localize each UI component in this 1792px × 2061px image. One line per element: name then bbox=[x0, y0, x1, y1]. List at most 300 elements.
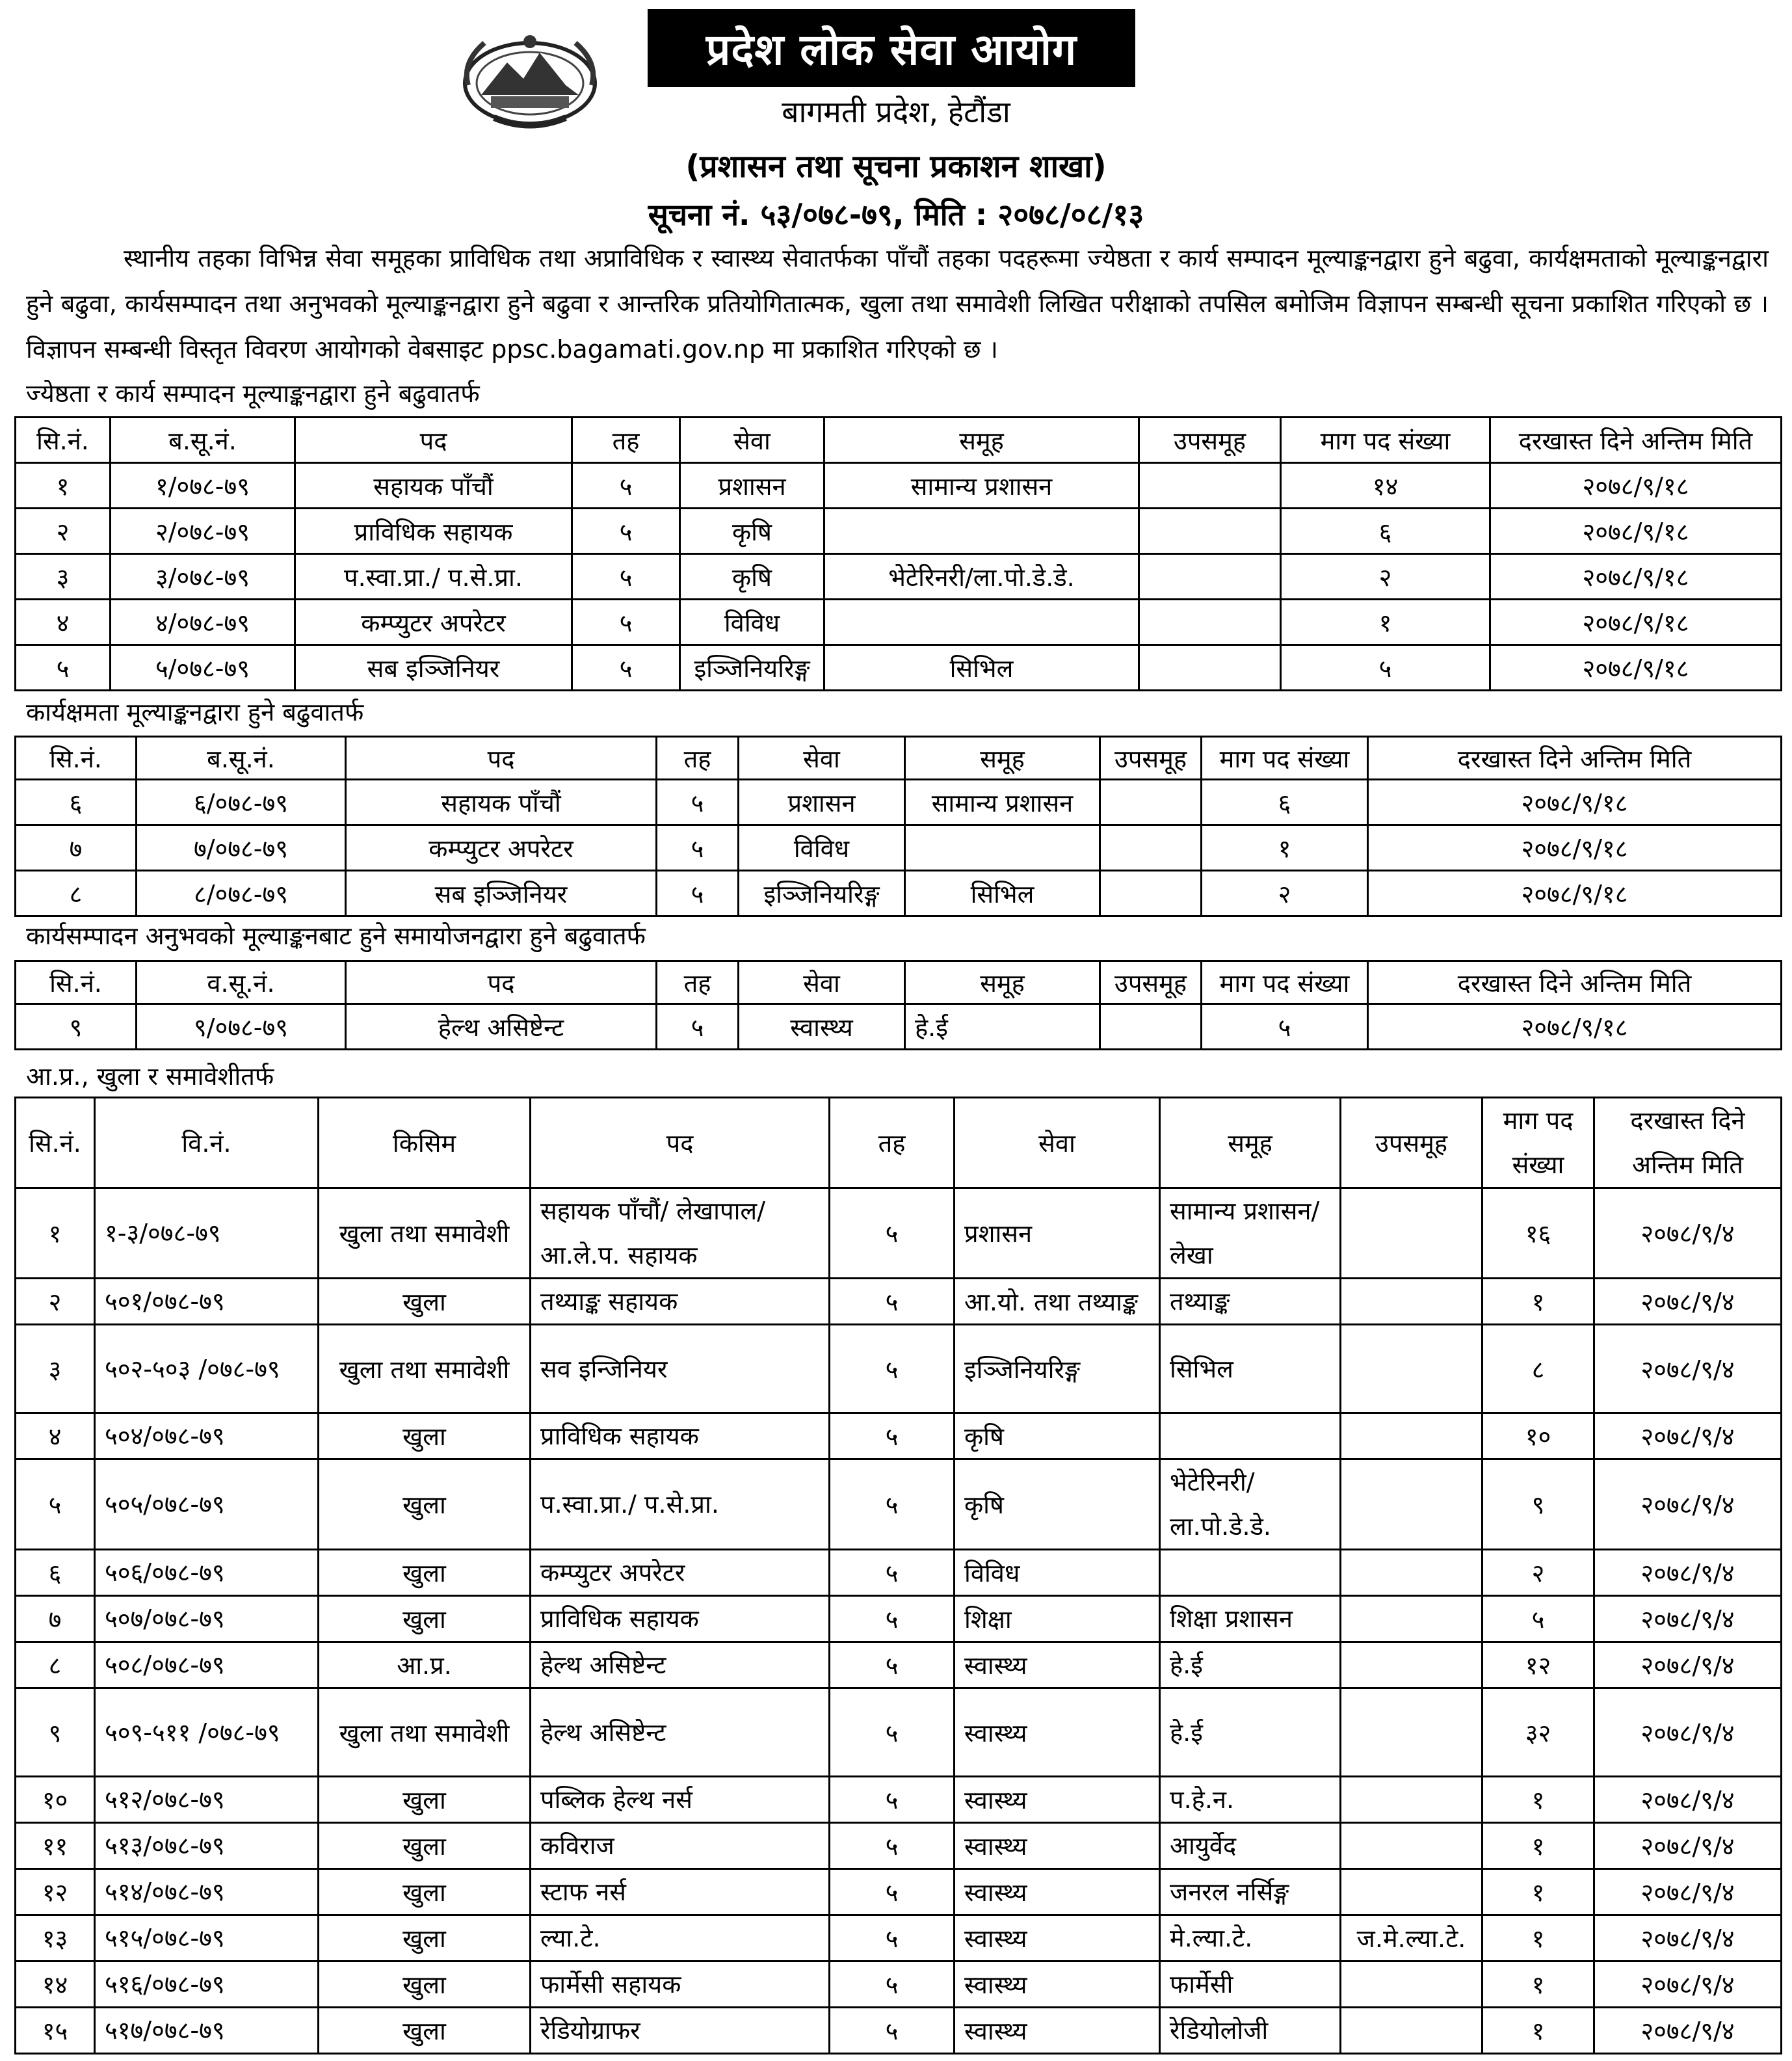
section3-heading: कार्यसम्पादन अनुभवको मूल्याङ्कनबाट हुने समायोजनद्वारा हुने बढुवातर्फ bbox=[26, 922, 646, 950]
table-cell: आ.यो. तथा तथ्याङ्क bbox=[955, 1279, 1160, 1325]
table-cell: ८ bbox=[16, 1642, 95, 1688]
table-cell bbox=[1160, 1550, 1341, 1596]
table-cell: इञ्जिनियरिङ्ग bbox=[739, 871, 905, 916]
table-row bbox=[16, 600, 1782, 645]
table-cell: प्रशासन bbox=[955, 1188, 1160, 1279]
table-cell: सव इन्जिनियर bbox=[531, 1325, 830, 1413]
table-cell: ५ bbox=[830, 1596, 955, 1642]
table-cell: प.स्वा.प्रा./ प.से.प्रा. bbox=[531, 1459, 830, 1550]
office-location: बागमती प्रदेश, हेटौंडा bbox=[782, 94, 1010, 129]
table-cell bbox=[1139, 463, 1281, 509]
table-cell: ११ bbox=[16, 1823, 95, 1869]
table-cell: २०७८/९/४ bbox=[1594, 1823, 1782, 1869]
column-header: पद bbox=[346, 961, 657, 1004]
table-cell: ७/०७८-७९ bbox=[137, 825, 346, 871]
table-cell: ५ bbox=[830, 1961, 955, 2008]
table-cell: फार्मेसी bbox=[1160, 1961, 1341, 2008]
table-cell: खुला bbox=[319, 1869, 531, 1915]
table-cell: २०७८/९/१८ bbox=[1490, 554, 1782, 600]
table-cell: प्राविधिक सहायक bbox=[531, 1596, 830, 1642]
table-cell: ५ bbox=[830, 1459, 955, 1550]
table-cell: सिभिल bbox=[824, 645, 1139, 691]
table-cell: प्राविधिक सहायक bbox=[295, 509, 572, 554]
table-cell: खुला bbox=[319, 1915, 531, 1961]
table-cell: आयुर्वेद bbox=[1160, 1823, 1341, 1869]
table-cell: सहायक पाँचौं/ लेखापाल/ आ.ले.प. सहायक bbox=[531, 1188, 830, 1279]
table-row bbox=[16, 1688, 1782, 1777]
performance-promotion-table bbox=[14, 960, 1782, 1050]
table-cell: खुला तथा समावेशी bbox=[319, 1325, 531, 1413]
table-cell: कृषि bbox=[955, 1459, 1160, 1550]
intro-text: स्थानीय तहका विभिन्न सेवा समूहका प्राविधिक तथा अप्राविधिक र स्वास्थ्य सेवातर्फका पाँचौं तहका पदहरूमा ज्येष्ठता र कार्य सम्पादन मूल्याङ्कनद्वारा हुने बढुवा, कार्यक्षमताको मूल्याङ्कनद्वारा हुने बढुवा, कार्यसम्पादन तथा अनुभवको मूल्याङ्कनद्वारा हुने बढुवा र आन्तरिक प्रतियोगितात्मक, खुला तथा समावेशी लिखित परीक्षाको तपसिल बमोजिम विज्ञापन सम्बन्धी सूचना प्रकाशित गरिएको छ । विज्ञापन सम्बन्धी विस्तृत विवरण आयोगको वेबसाइट ppsc.bagamati.gov.np मा प्रकाशित गरिएको छ । bbox=[26, 244, 1769, 364]
table-cell: १/०७८-७९ bbox=[111, 463, 295, 509]
table-cell: २०७८/९/४ bbox=[1594, 2008, 1782, 2054]
table-cell bbox=[1341, 1961, 1482, 2008]
table-cell: २०७८/९/४ bbox=[1594, 1642, 1782, 1688]
table-cell: ५ bbox=[830, 1777, 955, 1823]
table-row bbox=[16, 1915, 1782, 1961]
table-row bbox=[16, 1325, 1782, 1413]
table-cell bbox=[1341, 1459, 1482, 1550]
table-cell: २०७८/९/४ bbox=[1594, 1459, 1782, 1550]
column-header: पद bbox=[531, 1098, 830, 1188]
table-cell: कम्प्युटर अपरेटर bbox=[531, 1550, 830, 1596]
table-cell bbox=[1341, 1823, 1482, 1869]
table-cell: ५/०७८-७९ bbox=[111, 645, 295, 691]
table-cell: २ bbox=[1281, 554, 1490, 600]
column-header: पद bbox=[295, 418, 572, 463]
table-cell: २०७८/९/४ bbox=[1594, 1961, 1782, 2008]
table-cell: २०७८/९/१८ bbox=[1490, 463, 1782, 509]
table-cell: ५०४/०७८-७९ bbox=[95, 1413, 319, 1459]
table-header-row bbox=[16, 1098, 1782, 1188]
table-cell: ६ bbox=[1281, 509, 1490, 554]
column-header: उपसमूह bbox=[1100, 961, 1202, 1004]
table-cell: ५ bbox=[572, 509, 680, 554]
table-cell: खुला bbox=[319, 1961, 531, 2008]
table-row bbox=[16, 1823, 1782, 1869]
table-cell: २०७८/९/१८ bbox=[1490, 645, 1782, 691]
table-cell: ८/०७८-७९ bbox=[137, 871, 346, 916]
table-cell: ५०९-५११ /०७८-७९ bbox=[95, 1688, 319, 1777]
table-cell: हेल्थ असिष्टेन्ट bbox=[531, 1688, 830, 1777]
table-cell bbox=[1139, 645, 1281, 691]
table-cell: ५०१/०७८-७९ bbox=[95, 1279, 319, 1325]
table-cell: २०७८/९/४ bbox=[1594, 1550, 1782, 1596]
table-cell: पब्लिक हेल्थ नर्स bbox=[531, 1777, 830, 1823]
table-cell: ५ bbox=[657, 780, 739, 825]
table-cell: हे.ई bbox=[905, 1004, 1100, 1050]
table-cell: तथ्याङ्क सहायक bbox=[531, 1279, 830, 1325]
table-cell: ५ bbox=[16, 645, 111, 691]
column-header: माग पद संख्या bbox=[1482, 1098, 1594, 1188]
table-row bbox=[16, 1188, 1782, 1279]
column-header: सि.नं. bbox=[16, 737, 137, 780]
table-cell: २०७८/९/१८ bbox=[1490, 509, 1782, 554]
table-cell: ५०२-५०३ /०७८-७९ bbox=[95, 1325, 319, 1413]
table-cell: १ bbox=[1202, 825, 1368, 871]
table-cell: ५ bbox=[830, 1325, 955, 1413]
table-cell bbox=[1341, 1325, 1482, 1413]
table-cell: ६ bbox=[16, 1550, 95, 1596]
table-row bbox=[16, 871, 1782, 916]
column-header: समूह bbox=[1160, 1098, 1341, 1188]
table-row bbox=[16, 1777, 1782, 1823]
table-cell: ७ bbox=[16, 825, 137, 871]
table-cell: ३ bbox=[16, 1325, 95, 1413]
table-cell: विविध bbox=[739, 825, 905, 871]
column-header: सेवा bbox=[955, 1098, 1160, 1188]
table-row bbox=[16, 645, 1782, 691]
table-cell: २०७८/९/४ bbox=[1594, 1777, 1782, 1823]
table-cell: ५ bbox=[572, 554, 680, 600]
table-cell: कृषि bbox=[680, 509, 824, 554]
column-header: सि.नं. bbox=[16, 961, 137, 1004]
table-cell bbox=[1100, 825, 1202, 871]
table-cell: प्रशासन bbox=[739, 780, 905, 825]
table-cell bbox=[1139, 600, 1281, 645]
table-cell: ६ bbox=[1202, 780, 1368, 825]
table-cell: प.हे.न. bbox=[1160, 1777, 1341, 1823]
table-cell: ५०६/०७८-७९ bbox=[95, 1550, 319, 1596]
table-row bbox=[16, 1550, 1782, 1596]
table-cell: २०७८/९/१८ bbox=[1368, 871, 1782, 916]
table-cell: मे.ल्या.टे. bbox=[1160, 1915, 1341, 1961]
table-cell: विविध bbox=[955, 1550, 1160, 1596]
table-cell: खुला तथा समावेशी bbox=[319, 1688, 531, 1777]
table-cell: ९/०७८-७९ bbox=[137, 1004, 346, 1050]
column-header: उपसमूह bbox=[1100, 737, 1202, 780]
table-cell: ४ bbox=[16, 600, 111, 645]
table-cell: भेटेरिनरी/ ला.पो.डे.डे. bbox=[1160, 1459, 1341, 1550]
table-cell: ५ bbox=[1281, 645, 1490, 691]
column-header: तह bbox=[572, 418, 680, 463]
column-header: माग पद संख्या bbox=[1202, 737, 1368, 780]
table-cell: सहायक पाँचौं bbox=[295, 463, 572, 509]
column-header: दरखास्त दिने अन्तिम मिति bbox=[1368, 961, 1782, 1004]
table-row bbox=[16, 780, 1782, 825]
table-cell: १२ bbox=[1482, 1642, 1594, 1688]
table-cell: विविध bbox=[680, 600, 824, 645]
column-header: सेवा bbox=[739, 961, 905, 1004]
table-cell: स्वास्थ्य bbox=[955, 1777, 1160, 1823]
table-cell: १४ bbox=[16, 1961, 95, 2008]
table-cell: १६ bbox=[1482, 1188, 1594, 1279]
table-cell: ५१६/०७८-७९ bbox=[95, 1961, 319, 2008]
table-cell: १ bbox=[1482, 2008, 1594, 2054]
table-cell: २०७८/९/४ bbox=[1594, 1279, 1782, 1325]
table-row bbox=[16, 554, 1782, 600]
table-cell: ५ bbox=[572, 645, 680, 691]
table-cell: सामान्य प्रशासन bbox=[824, 463, 1139, 509]
table-cell: १ bbox=[1482, 1279, 1594, 1325]
table-cell: ५ bbox=[657, 825, 739, 871]
table-cell: ५ bbox=[657, 1004, 739, 1050]
table-cell bbox=[1139, 509, 1281, 554]
column-header: किसिम bbox=[319, 1098, 531, 1188]
table-cell: कविराज bbox=[531, 1823, 830, 1869]
table-cell: २/०७८-७९ bbox=[111, 509, 295, 554]
table-cell: ५ bbox=[830, 1188, 955, 1279]
table-cell bbox=[1341, 1279, 1482, 1325]
column-header: माग पद संख्या bbox=[1281, 418, 1490, 463]
section4-heading: आ.प्र., खुला र समावेशीतर्फ bbox=[26, 1062, 274, 1091]
table-row bbox=[16, 1596, 1782, 1642]
column-header: सि.नं. bbox=[16, 1098, 95, 1188]
table-cell: ५१४/०७८-७९ bbox=[95, 1869, 319, 1915]
column-header: ब.सू.नं. bbox=[111, 418, 295, 463]
column-header: उपसमूह bbox=[1139, 418, 1281, 463]
table-cell: ६ bbox=[16, 780, 137, 825]
table-cell: ५ bbox=[830, 1642, 955, 1688]
table-cell: ५ bbox=[1482, 1596, 1594, 1642]
table-cell: ५ bbox=[830, 1869, 955, 1915]
table-cell: ३२ bbox=[1482, 1688, 1594, 1777]
table-cell: रेडियोलोजी bbox=[1160, 2008, 1341, 2054]
table-cell: ५१२/०७८-७९ bbox=[95, 1777, 319, 1823]
table-cell bbox=[824, 600, 1139, 645]
table-cell: १ bbox=[1482, 1915, 1594, 1961]
table-cell: १२ bbox=[16, 1869, 95, 1915]
table-cell: ५१७/०७८-७९ bbox=[95, 2008, 319, 2054]
column-header: तह bbox=[657, 961, 739, 1004]
table-cell: २ bbox=[1482, 1550, 1594, 1596]
table-cell: शिक्षा प्रशासन bbox=[1160, 1596, 1341, 1642]
table-cell: खुला bbox=[319, 1279, 531, 1325]
table-header-row bbox=[16, 418, 1782, 463]
notice-number: सूचना नं. ५३/०७८-७९, मिति : २०७८/०८/१३ bbox=[648, 197, 1144, 232]
column-header: सेवा bbox=[680, 418, 824, 463]
table-cell: २०७८/९/१८ bbox=[1368, 825, 1782, 871]
table-cell: १० bbox=[1482, 1413, 1594, 1459]
table-cell: इञ्जिनियरिङ्ग bbox=[680, 645, 824, 691]
column-header: वि.नं. bbox=[95, 1098, 319, 1188]
table-row bbox=[16, 825, 1782, 871]
table-cell: स्टाफ नर्स bbox=[531, 1869, 830, 1915]
table-cell bbox=[1341, 1688, 1482, 1777]
table-cell: खुला bbox=[319, 1596, 531, 1642]
table-cell: सामान्य प्रशासन bbox=[905, 780, 1100, 825]
column-header: उपसमूह bbox=[1341, 1098, 1482, 1188]
table-cell: ५ bbox=[657, 871, 739, 916]
table-cell: ३/०७८-७९ bbox=[111, 554, 295, 600]
efficiency-promotion-table bbox=[14, 736, 1782, 917]
table-cell: १ bbox=[1482, 1961, 1594, 2008]
table-cell: १ bbox=[1281, 600, 1490, 645]
table-cell: ९ bbox=[16, 1004, 137, 1050]
table-cell: २०७८/९/१८ bbox=[1368, 780, 1782, 825]
table-row bbox=[16, 1961, 1782, 2008]
table-cell: ५ bbox=[830, 1550, 955, 1596]
table-cell: स्वास्थ्य bbox=[955, 1688, 1160, 1777]
table-cell: ५०८/०७८-७९ bbox=[95, 1642, 319, 1688]
table-cell: ९ bbox=[16, 1688, 95, 1777]
table-cell: भेटेरिनरी/ला.पो.डे.डे. bbox=[824, 554, 1139, 600]
table-cell: कृषि bbox=[680, 554, 824, 600]
table-cell: २०७८/९/४ bbox=[1594, 1915, 1782, 1961]
table-cell: तथ्याङ्क bbox=[1160, 1279, 1341, 1325]
table-cell: ५ bbox=[1202, 1004, 1368, 1050]
table-cell: ५ bbox=[830, 1279, 955, 1325]
table-cell: सहायक पाँचौं bbox=[346, 780, 657, 825]
table-cell: रेडियोग्राफर bbox=[531, 2008, 830, 2054]
commission-title: प्रदेश लोक सेवा आयोग bbox=[648, 9, 1135, 87]
table-cell: १० bbox=[16, 1777, 95, 1823]
table-cell: १३ bbox=[16, 1915, 95, 1961]
table-header-row bbox=[16, 737, 1782, 780]
table-row bbox=[16, 1004, 1782, 1050]
table-cell: सब इञ्जिनियर bbox=[346, 871, 657, 916]
table-cell: ५ bbox=[572, 463, 680, 509]
table-cell bbox=[1341, 1869, 1482, 1915]
table-cell: ज.मे.ल्या.टे. bbox=[1341, 1915, 1482, 1961]
table-cell: २०७८/९/१८ bbox=[1490, 600, 1782, 645]
table-cell: ८ bbox=[1482, 1325, 1594, 1413]
table-cell: सामान्य प्रशासन/लेखा bbox=[1160, 1188, 1341, 1279]
table-cell: खुला bbox=[319, 1823, 531, 1869]
table-cell: ५ bbox=[16, 1459, 95, 1550]
table-cell: आ.प्र. bbox=[319, 1642, 531, 1688]
column-header: सेवा bbox=[739, 737, 905, 780]
table-row bbox=[16, 1279, 1782, 1325]
open-inclusive-table bbox=[14, 1097, 1782, 2054]
table-cell bbox=[1341, 1777, 1482, 1823]
table-cell: ५ bbox=[830, 1413, 955, 1459]
table-cell: १ bbox=[16, 1188, 95, 1279]
table-cell: १ bbox=[1482, 1777, 1594, 1823]
branch-name: (प्रशासन तथा सूचना प्रकाशन शाखा) bbox=[685, 148, 1107, 185]
table-cell: २०७८/९/४ bbox=[1594, 1325, 1782, 1413]
table-cell: फार्मेसी सहायक bbox=[531, 1961, 830, 2008]
column-header: समूह bbox=[905, 737, 1100, 780]
table-cell: ५०५/०७८-७९ bbox=[95, 1459, 319, 1550]
column-header: समूह bbox=[824, 418, 1139, 463]
table-cell: ५ bbox=[830, 1823, 955, 1869]
table-cell: १४ bbox=[1281, 463, 1490, 509]
seniority-promotion-table bbox=[14, 416, 1782, 691]
table-cell: हेल्थ असिष्टेन्ट bbox=[346, 1004, 657, 1050]
table-cell: हे.ई bbox=[1160, 1688, 1341, 1777]
table-cell: स्वास्थ्य bbox=[739, 1004, 905, 1050]
table-cell: स्वास्थ्य bbox=[955, 1823, 1160, 1869]
table-cell: स्वास्थ्य bbox=[955, 1869, 1160, 1915]
column-header: समूह bbox=[905, 961, 1100, 1004]
table-row bbox=[16, 1413, 1782, 1459]
table-cell: ६/०७८-७९ bbox=[137, 780, 346, 825]
table-cell: खुला bbox=[319, 1413, 531, 1459]
column-header: तह bbox=[657, 737, 739, 780]
table-cell: ५ bbox=[830, 1915, 955, 1961]
table-cell bbox=[1100, 871, 1202, 916]
table-cell: इञ्जिनियरिङ्ग bbox=[955, 1325, 1160, 1413]
table-cell: खुला bbox=[319, 1550, 531, 1596]
table-cell bbox=[1341, 1642, 1482, 1688]
column-header: माग पद संख्या bbox=[1202, 961, 1368, 1004]
table-row bbox=[16, 1642, 1782, 1688]
table-cell: १५ bbox=[16, 2008, 95, 2054]
table-cell: ३ bbox=[16, 554, 111, 600]
table-cell bbox=[1139, 554, 1281, 600]
table-cell: हे.ई bbox=[1160, 1642, 1341, 1688]
table-cell bbox=[1100, 780, 1202, 825]
table-cell: १-३/०७८-७९ bbox=[95, 1188, 319, 1279]
table-cell: २०७८/९/४ bbox=[1594, 1413, 1782, 1459]
table-cell: कृषि bbox=[955, 1413, 1160, 1459]
column-header: ब.सू.नं. bbox=[137, 737, 346, 780]
table-cell: २०७८/९/४ bbox=[1594, 1596, 1782, 1642]
table-cell: खुला bbox=[319, 1459, 531, 1550]
table-row bbox=[16, 463, 1782, 509]
table-row bbox=[16, 2008, 1782, 2054]
column-header: दरखास्त दिने अन्तिम मिति bbox=[1490, 418, 1782, 463]
table-row bbox=[16, 509, 1782, 554]
table-cell: २ bbox=[16, 509, 111, 554]
table-cell: ५ bbox=[830, 2008, 955, 2054]
intro-paragraph bbox=[26, 235, 1769, 372]
table-cell bbox=[1341, 1550, 1482, 1596]
table-cell bbox=[824, 509, 1139, 554]
table-cell: ४ bbox=[16, 1413, 95, 1459]
table-cell: सब इञ्जिनियर bbox=[295, 645, 572, 691]
table-row bbox=[16, 1869, 1782, 1915]
table-cell: हेल्थ असिष्टेन्ट bbox=[531, 1642, 830, 1688]
table-cell: ९ bbox=[1482, 1459, 1594, 1550]
table-cell: ५ bbox=[830, 1688, 955, 1777]
table-cell: प्राविधिक सहायक bbox=[531, 1413, 830, 1459]
section1-heading: ज्येष्ठता र कार्य सम्पादन मूल्याङ्कनद्वारा हुने बढुवातर्फ bbox=[26, 379, 480, 408]
table-cell bbox=[1341, 1188, 1482, 1279]
table-cell: २०७८/९/४ bbox=[1594, 1869, 1782, 1915]
table-cell: ल्या.टे. bbox=[531, 1915, 830, 1961]
column-header: दरखास्त दिने अन्तिम मिति bbox=[1368, 737, 1782, 780]
table-cell bbox=[1341, 2008, 1482, 2054]
table-cell: ४/०७८-७९ bbox=[111, 600, 295, 645]
table-cell: खुला bbox=[319, 2008, 531, 2054]
table-cell: सिभिल bbox=[905, 871, 1100, 916]
table-cell bbox=[1100, 1004, 1202, 1050]
table-cell: सिभिल bbox=[1160, 1325, 1341, 1413]
table-cell: ५०७/०७८-७९ bbox=[95, 1596, 319, 1642]
table-cell: कम्प्युटर अपरेटर bbox=[295, 600, 572, 645]
table-header-row bbox=[16, 961, 1782, 1004]
column-header: तह bbox=[830, 1098, 955, 1188]
table-cell: स्वास्थ्य bbox=[955, 2008, 1160, 2054]
column-header: व.सू.नं. bbox=[137, 961, 346, 1004]
table-cell: ७ bbox=[16, 1596, 95, 1642]
table-cell: २०७८/९/१८ bbox=[1368, 1004, 1782, 1050]
column-header: सि.नं. bbox=[16, 418, 111, 463]
column-header: दरखास्त दिने अन्तिम मिति bbox=[1594, 1098, 1782, 1188]
table-cell: २ bbox=[16, 1279, 95, 1325]
table-cell: २०७८/९/४ bbox=[1594, 1688, 1782, 1777]
table-cell bbox=[905, 825, 1100, 871]
table-row bbox=[16, 1459, 1782, 1550]
table-cell: शिक्षा bbox=[955, 1596, 1160, 1642]
table-cell bbox=[1160, 1413, 1341, 1459]
table-cell: खुला bbox=[319, 1777, 531, 1823]
table-cell: स्वास्थ्य bbox=[955, 1915, 1160, 1961]
table-cell: ५१३/०७८-७९ bbox=[95, 1823, 319, 1869]
table-cell: प्रशासन bbox=[680, 463, 824, 509]
section2-heading: कार्यक्षमता मूल्याङ्कनद्वारा हुने बढुवातर्फ bbox=[26, 698, 364, 726]
table-cell: कम्प्युटर अपरेटर bbox=[346, 825, 657, 871]
table-cell: २ bbox=[1202, 871, 1368, 916]
table-cell: ५१५/०७८-७९ bbox=[95, 1915, 319, 1961]
table-cell: जनरल नर्सिङ्ग bbox=[1160, 1869, 1341, 1915]
table-cell: १ bbox=[1482, 1869, 1594, 1915]
table-cell: २०७८/९/४ bbox=[1594, 1188, 1782, 1279]
table-cell bbox=[1341, 1413, 1482, 1459]
